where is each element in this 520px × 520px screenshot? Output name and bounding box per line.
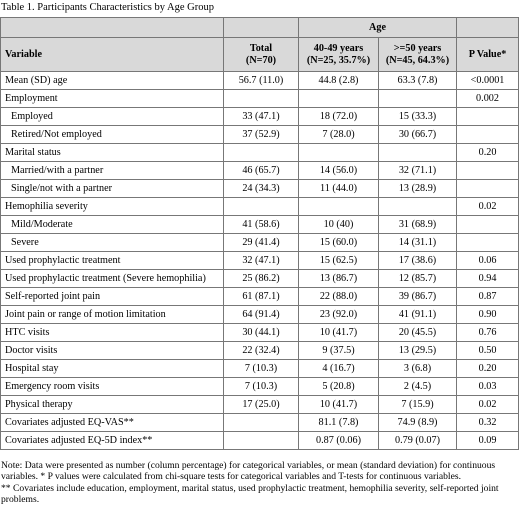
- cell-p-value: [457, 126, 519, 144]
- row-label: Covariates adjusted EQ-5D index**: [1, 432, 224, 450]
- cell-age-50-plus: 0.79 (0.07): [379, 432, 457, 450]
- col-header-p-value: P Value*: [457, 38, 519, 72]
- cell-age-40-49: 11 (44.0): [299, 180, 379, 198]
- table-row: [1, 234, 519, 252]
- cell-age-40-49: 5 (20.8): [299, 378, 379, 396]
- cell-p-value: [457, 162, 519, 180]
- header-blank-variable: [1, 18, 224, 38]
- cell-total: 64 (91.4): [224, 306, 299, 324]
- cell-p-value: 0.02: [457, 198, 519, 216]
- col-header-age-50-plus: [379, 38, 457, 72]
- cell-age-50-plus: 17 (38.6): [379, 252, 457, 270]
- table-notes: [1, 460, 519, 505]
- cell-age-40-49: 10 (40): [299, 216, 379, 234]
- table-row: [1, 162, 519, 180]
- row-label: Marital status: [1, 144, 224, 162]
- col-header-age-40-49: [299, 38, 379, 72]
- table-row: [1, 90, 519, 108]
- col-header-total-line1: Total: [249, 42, 273, 54]
- cell-p-value: 0.87: [457, 288, 519, 306]
- cell-p-value: 0.09: [457, 432, 519, 450]
- cell-p-value: [457, 108, 519, 126]
- note-statistics: Note: Data were presented as number (column percentage) for categorical variables, or mean (standard deviation) for continuous variables. * P values were calculated from chi-square tests for categorical variables and T-tests for continuous variables.: [1, 460, 496, 483]
- table-row: [1, 198, 519, 216]
- cell-p-value: 0.90: [457, 306, 519, 324]
- table-row: [1, 72, 519, 90]
- cell-age-40-49: 7 (28.0): [299, 126, 379, 144]
- cell-total: 25 (86.2): [224, 270, 299, 288]
- table-column-header-row: [1, 38, 519, 72]
- table-row: [1, 144, 519, 162]
- cell-p-value: 0.94: [457, 270, 519, 288]
- cell-age-50-plus: 32 (71.1): [379, 162, 457, 180]
- table-row: [1, 216, 519, 234]
- row-label: Joint pain or range of motion limitation: [1, 306, 224, 324]
- row-label: Mean (SD) age: [1, 72, 224, 90]
- table-row: [1, 396, 519, 414]
- row-label: Doctor visits: [1, 342, 224, 360]
- cell-age-50-plus: 39 (86.7): [379, 288, 457, 306]
- row-label: Employed: [1, 108, 224, 126]
- cell-p-value: 0.06: [457, 252, 519, 270]
- cell-age-40-49: 0.87 (0.06): [299, 432, 379, 450]
- cell-total: 7 (10.3): [224, 378, 299, 396]
- cell-age-50-plus: 15 (33.3): [379, 108, 457, 126]
- col-header-age-40-49-line1: 40-49 years: [313, 42, 364, 54]
- cell-age-40-49: [299, 198, 379, 216]
- row-label: Single/not with a partner: [1, 180, 224, 198]
- cell-total: 7 (10.3): [224, 360, 299, 378]
- col-header-total-line2: (N=70): [245, 54, 277, 66]
- table-caption: Table 1. Participants Characteristics by Age Group: [1, 2, 214, 13]
- cell-p-value: <0.0001: [457, 72, 519, 90]
- row-label: Hospital stay: [1, 360, 224, 378]
- cell-age-50-plus: [379, 90, 457, 108]
- table-row: [1, 270, 519, 288]
- table-row: [1, 180, 519, 198]
- cell-age-50-plus: 2 (4.5): [379, 378, 457, 396]
- table-row: [1, 306, 519, 324]
- row-label: Used prophylactic treatment (Severe hemophilia): [1, 270, 224, 288]
- table-row: [1, 378, 519, 396]
- cell-age-40-49: 10 (41.7): [299, 324, 379, 342]
- cell-total: 41 (58.6): [224, 216, 299, 234]
- cell-age-40-49: 44.8 (2.8): [299, 72, 379, 90]
- table-row: [1, 126, 519, 144]
- table-row: [1, 108, 519, 126]
- row-label: Mild/Moderate: [1, 216, 224, 234]
- cell-age-50-plus: 41 (91.1): [379, 306, 457, 324]
- col-header-variable: Variable: [1, 38, 224, 72]
- cell-p-value: 0.02: [457, 396, 519, 414]
- row-label: Self-reported joint pain: [1, 288, 224, 306]
- table-row: [1, 252, 519, 270]
- col-header-age-50-plus-line1: >=50 years: [393, 42, 442, 54]
- cell-p-value: 0.20: [457, 144, 519, 162]
- cell-total: 33 (47.1): [224, 108, 299, 126]
- cell-age-40-49: 10 (41.7): [299, 396, 379, 414]
- cell-age-50-plus: 63.3 (7.8): [379, 72, 457, 90]
- cell-age-40-49: 22 (88.0): [299, 288, 379, 306]
- cell-age-50-plus: 31 (68.9): [379, 216, 457, 234]
- cell-total: [224, 432, 299, 450]
- table-row: [1, 342, 519, 360]
- cell-age-50-plus: 3 (6.8): [379, 360, 457, 378]
- cell-age-50-plus: 7 (15.9): [379, 396, 457, 414]
- col-header-age-50-plus-line2: (N=45, 64.3%): [385, 54, 450, 66]
- cell-age-40-49: 15 (60.0): [299, 234, 379, 252]
- col-header-total: [224, 38, 299, 72]
- participants-table: [0, 17, 519, 450]
- cell-age-50-plus: [379, 198, 457, 216]
- cell-age-40-49: 14 (56.0): [299, 162, 379, 180]
- cell-age-40-49: [299, 144, 379, 162]
- cell-age-40-49: 4 (16.7): [299, 360, 379, 378]
- cell-age-50-plus: 20 (45.5): [379, 324, 457, 342]
- cell-age-50-plus: 12 (85.7): [379, 270, 457, 288]
- age-group-header: Age: [299, 18, 457, 38]
- table-row: [1, 288, 519, 306]
- cell-p-value: [457, 180, 519, 198]
- col-header-age-40-49-line2: (N=25, 35.7%): [306, 54, 371, 66]
- cell-age-50-plus: 14 (31.1): [379, 234, 457, 252]
- row-label: Hemophilia severity: [1, 198, 224, 216]
- row-label: Retired/Not employed: [1, 126, 224, 144]
- table-row: [1, 432, 519, 450]
- cell-p-value: 0.76: [457, 324, 519, 342]
- row-label: Emergency room visits: [1, 378, 224, 396]
- cell-total: 30 (44.1): [224, 324, 299, 342]
- cell-age-50-plus: 13 (28.9): [379, 180, 457, 198]
- cell-age-50-plus: 30 (66.7): [379, 126, 457, 144]
- cell-total: [224, 414, 299, 432]
- row-label: Used prophylactic treatment: [1, 252, 224, 270]
- row-label: Physical therapy: [1, 396, 224, 414]
- cell-age-40-49: 9 (37.5): [299, 342, 379, 360]
- cell-p-value: 0.20: [457, 360, 519, 378]
- cell-p-value: [457, 216, 519, 234]
- cell-age-50-plus: 13 (29.5): [379, 342, 457, 360]
- cell-total: 56.7 (11.0): [224, 72, 299, 90]
- cell-age-40-49: 15 (62.5): [299, 252, 379, 270]
- cell-age-50-plus: [379, 144, 457, 162]
- cell-age-40-49: 13 (86.7): [299, 270, 379, 288]
- cell-total: 37 (52.9): [224, 126, 299, 144]
- cell-p-value: 0.50: [457, 342, 519, 360]
- cell-total: [224, 198, 299, 216]
- note-covariates: ** Covariates include education, employment, marital status, used prophylactic treatment, hemophilia severity, self-reported joint problems.: [1, 482, 499, 505]
- cell-total: 32 (47.1): [224, 252, 299, 270]
- cell-age-50-plus: 74.9 (8.9): [379, 414, 457, 432]
- header-blank-total: [224, 18, 299, 38]
- row-label: Married/with a partner: [1, 162, 224, 180]
- cell-total: 61 (87.1): [224, 288, 299, 306]
- cell-total: 22 (32.4): [224, 342, 299, 360]
- cell-age-40-49: 81.1 (7.8): [299, 414, 379, 432]
- cell-age-40-49: 18 (72.0): [299, 108, 379, 126]
- cell-total: [224, 90, 299, 108]
- table-row: [1, 324, 519, 342]
- cell-total: 29 (41.4): [224, 234, 299, 252]
- table-group-header-row: [1, 18, 519, 38]
- header-blank-p: [457, 18, 519, 38]
- cell-age-40-49: 23 (92.0): [299, 306, 379, 324]
- table-row: [1, 414, 519, 432]
- row-label: Severe: [1, 234, 224, 252]
- row-label: Employment: [1, 90, 224, 108]
- table-row: [1, 360, 519, 378]
- cell-p-value: [457, 234, 519, 252]
- cell-age-40-49: [299, 90, 379, 108]
- cell-total: 24 (34.3): [224, 180, 299, 198]
- cell-p-value: 0.03: [457, 378, 519, 396]
- row-label: Covariates adjusted EQ-VAS**: [1, 414, 224, 432]
- cell-total: 46 (65.7): [224, 162, 299, 180]
- row-label: HTC visits: [1, 324, 224, 342]
- cell-p-value: 0.32: [457, 414, 519, 432]
- cell-p-value: 0.002: [457, 90, 519, 108]
- cell-total: [224, 144, 299, 162]
- cell-total: 17 (25.0): [224, 396, 299, 414]
